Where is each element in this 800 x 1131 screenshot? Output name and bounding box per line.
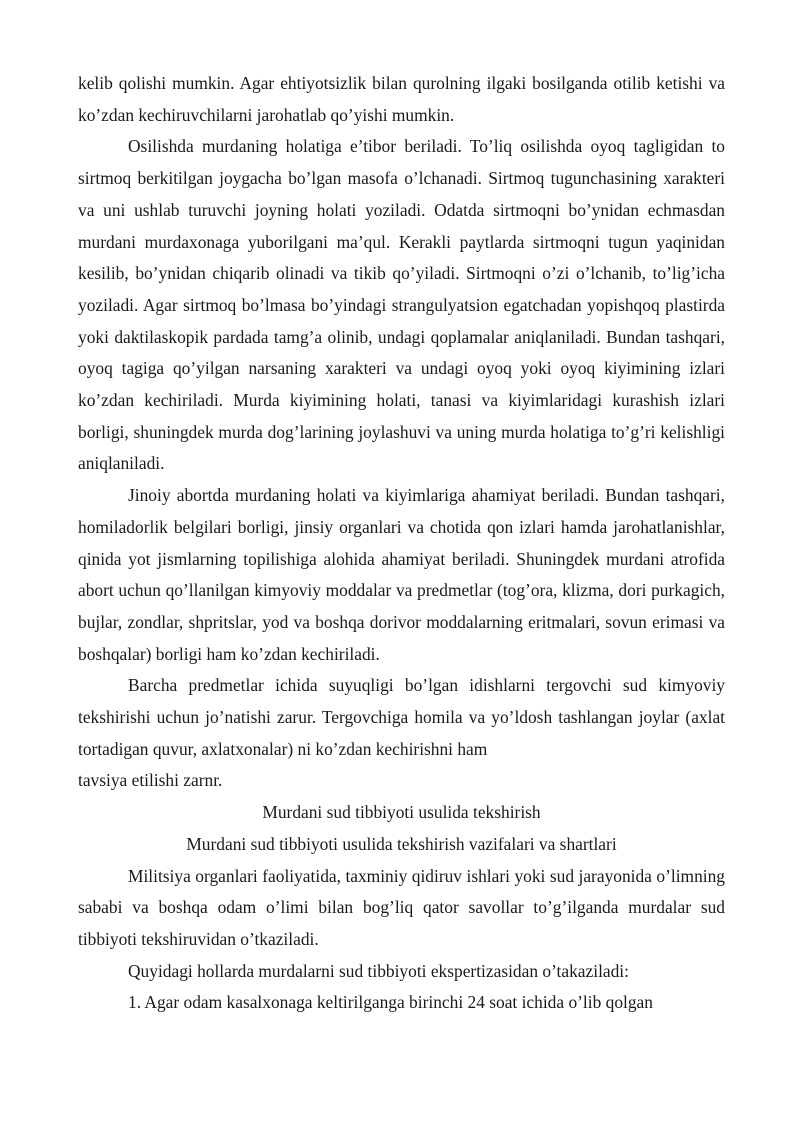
subsection-heading: Murdani sud tibbiyoti usulida tekshirish vazifalari va shartlari [186,833,617,854]
paragraph-militia: Militsiya organlari faoliyatida, taxminiy qidiruv ishlari yoki sud jarayonida o’limning sababi va boshqa odam o’limi bilan bog’liq qator savollar to’g’ilganda murdalar sud tibbiyoti tekshiruvidan o’tkaziladi. [78,865,725,949]
paragraph-cases-intro: Quyidagi hollarda murdalarni sud tibbiyoti ekspertizasidan o’takaziladi: [128,960,629,981]
paragraph-hanging: Osilishda murdaning holatiga e’tibor beriladi. To’liq osilishda oyoq tagligidan to sirtmoq berkitilgan joygacha bo’lgan masofa o’lchanadi. Sirtmoq tugunchasining xarakteri va uni ushlab turuvchi joyning holati yoziladi. Odatda sirtmoqni bo’ynidan echmasdan murdani murdaxonaga yuborilgani ma’qul. Kerakli paytlarda sirtmoqni tugun yaqinidan kesilib, bo’ynidan chiqarib olinadi va tikib qo’yiladi. Sirtmoqni o’zi o’lchanib, to’lig’icha yoziladi. Agar sirtmoq bo’lmasa bo’yindagi strangulyatsion egatchadan yopishqoq plastirda yoki daktilaskopik pardada tamg’a olinib, undagi qoplamalar aniqlaniladi. Bundan tashqari, oyoq tagiga qo’yilgan narsaning xarakteri va undagi oyoq yoki oyoq kiyimining izlari ko’zdan kechiriladi. Murda kiyimining holati, tanasi va kiyimlaridagi kurashish izlari borligi, shuningdek murda dog’larining joylashuvi va uning murda holatiga to’g’ri kelishligi aniqlaniladi. [78,136,725,474]
document-page [78,68,725,1019]
list-item-1: 1. Agar odam kasalxonaga keltirilganga birinchi 24 soat ichida o’lib qolgan [128,992,653,1013]
paragraph-continuation: kelib qolishi mumkin. Agar ehtiyotsizlik bilan qurolning ilgaki bosilganda otilib ketishi va ko’zdan kechiruvchilarni jarohatlab qo’yishi mumkin. [78,73,725,125]
section-heading: Murdani sud tibbiyoti usulida tekshirish [262,802,541,823]
paragraph-vessels: Barcha predmetlar ichida suyuqligi bo’lgan idishlarni tergovchi sud kimyoviy tekshirishi uchun jo’natishi zarur. Tergovchiga homila va yo’ldosh tashlangan joylar (axlat tortadigan quvur, axlatxonalar) ni ko’zdan kechirishni ham [78,675,725,759]
paragraph-recommendation: tavsiya etilishi zarnr. [78,770,223,791]
paragraph-abortion: Jinoiy abortda murdaning holati va kiyimlariga ahamiyat beriladi. Bundan tashqari, homiladorlik belgilari borligi, jinsiy organlari va chotida qon izlari hamda jarohatlanishlar, qinida yot jismlarning topilishiga alohida ahamiyat beriladi. Shuningdek murdani atrofida abort uchun qo’llanilgan kimyoviy moddalar va predmetlar (tog’ora, klizma, dori purkagich, bujlar, zondlar, shpritslar, yod va boshqa dorivor moddalarning eritmalari, sovun erimasi va boshqalar) borligi ham ko’zdan kechiriladi. [78,485,725,664]
